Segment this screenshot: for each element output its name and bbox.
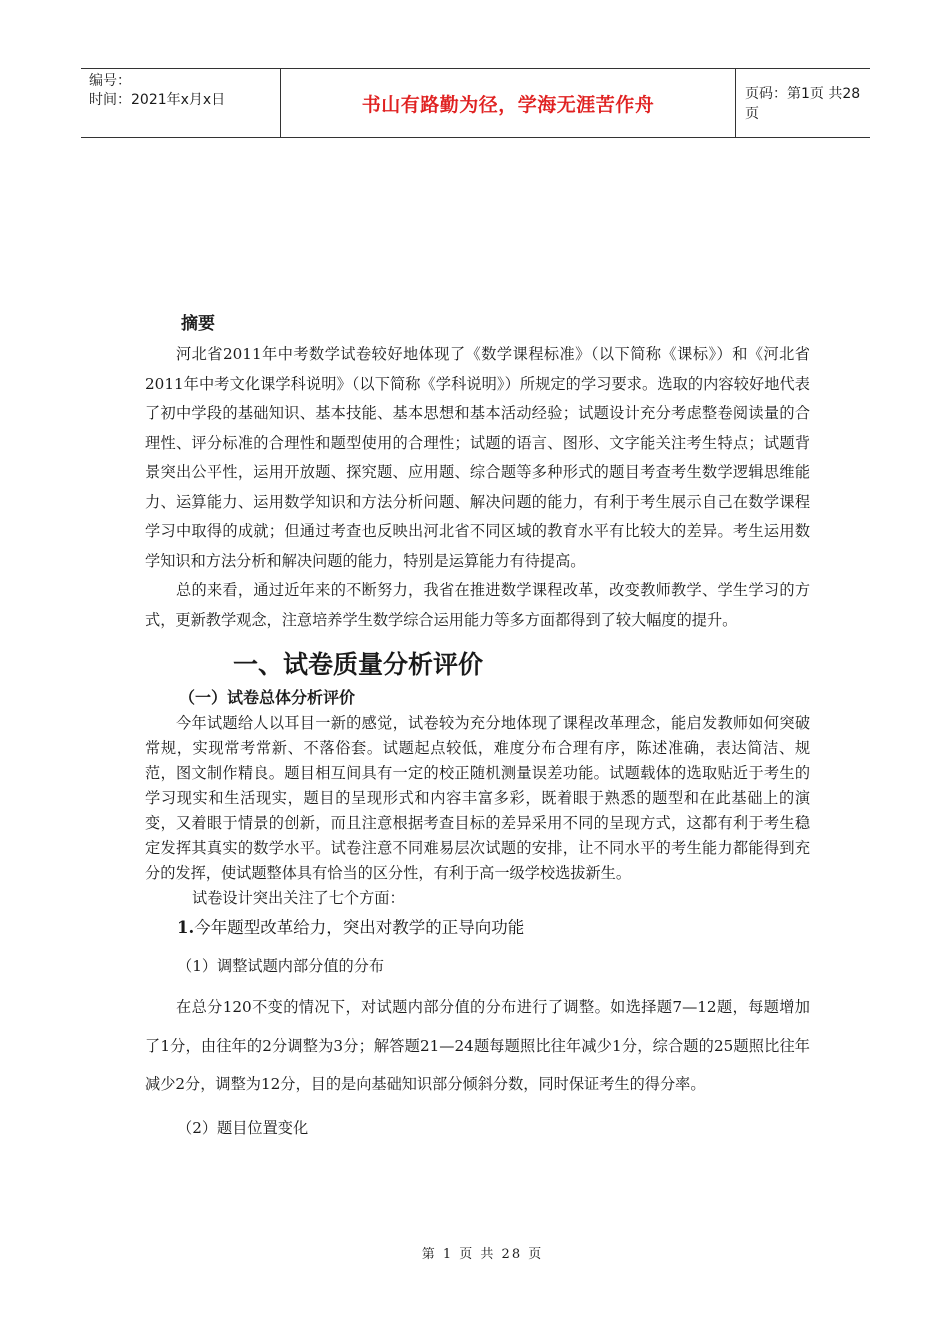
point-number: 1. <box>177 918 195 937</box>
page-header <box>81 68 870 138</box>
header-motto: 书山有路勤为径，学海无涯苦作舟 <box>361 93 655 116</box>
document-body <box>145 310 810 1150</box>
point-text: 今年题型改革给力，突出对教学的正导向功能 <box>194 918 525 937</box>
header-page-info: 页码：第1页 共28页 <box>745 86 861 122</box>
header-motto-cell <box>281 69 736 137</box>
abstract-paragraph: 总的来看，通过近年来的不断努力，我省在推进数学课程改革，改变教师教学、学生学习的方式，更新教学观念，注意培养学生数学综合运用能力等多方面都得到了较大幅度的提升。 <box>145 581 810 629</box>
section-heading: 一、试卷质量分析评价 <box>233 650 484 679</box>
point-heading <box>177 914 810 942</box>
header-meta <box>81 69 281 137</box>
body-paragraph: 在总分120不变的情况下，对试题内部分值的分布进行了调整。如选择题7—12题，每题增加了1分，由往年的2分调整为3分；解答题21—24题每题照比往年减少1分，综合题的25题照比往年减少2分，调整为12分，目的是向基础知识部分倾斜分数，同时保证考生的得分率。 <box>145 998 810 1093</box>
abstract-title: 摘要 <box>181 314 215 334</box>
list-item: （2）题目位置变化 <box>177 1118 309 1137</box>
body-paragraph: 试卷设计突出关注了七个方面： <box>192 889 405 907</box>
document-number-label: 编号： <box>89 73 131 89</box>
list-item: （1）调整试题内部分值的分布 <box>177 957 385 975</box>
document-date: 时间：2021年x月x日 <box>89 92 226 108</box>
page-footer: 第 1 页 共 28 页 <box>421 1247 544 1262</box>
abstract-paragraph: 河北省2011年中考数学试卷较好地体现了《数学课程标准》（以下简称《课标》）和《河北省2011年中考文化课学科说明》（以下简称《学科说明》）所规定的学习要求。选取的内容较好地代表了初中学段的基础知识、基本技能、基本思想和基本活动经验；试题设计充分考虑整卷阅读量的合理性、评分标准的合理性和题型使用的合理性；试题的语言、图形、文字能关注考生特点；试题背景突出公平性，运用开放题、探究题、应用题、综合题等多种形式的题目考查考生数学逻辑思维能力、运算能力、运用数学知识和方法分析问题、解决问题的能力，有利于考生展示自己在数学课程学习中取得的成就；但通过考查也反映出河北省不同区域的教育水平有比较大的差异。考生运用数学知识和方法分析和解决问题的能力，特别是运算能力有待提高。 <box>145 345 810 570</box>
subsection-heading: （一）试卷总体分析评价 <box>179 688 356 707</box>
body-paragraph: 今年试题给人以耳目一新的感觉，试卷较为充分地体现了课程改革理念，能启发教师如何突破常规，实现常考常新、不落俗套。试题起点较低，难度分布合理有序，陈述准确，表达简洁、规范，图文制作精良。题目相互间具有一定的校正随机测量误差功能。试题载体的选取贴近于考生的学习现实和生活现实，题目的呈现形式和内容丰富多彩，既着眼于熟悉的题型和在此基础上的演变，又着眼于情景的创新，而且注意根据考查目标的差异采用不同的呈现方式，这都有利于考生稳定发挥其真实的数学水平。试卷注意不同难易层次试题的安排，让不同水平的考生能力都能得到充分的发挥，使试题整体具有恰当的区分性，有利于高一级学校选拔新生。 <box>145 714 810 882</box>
